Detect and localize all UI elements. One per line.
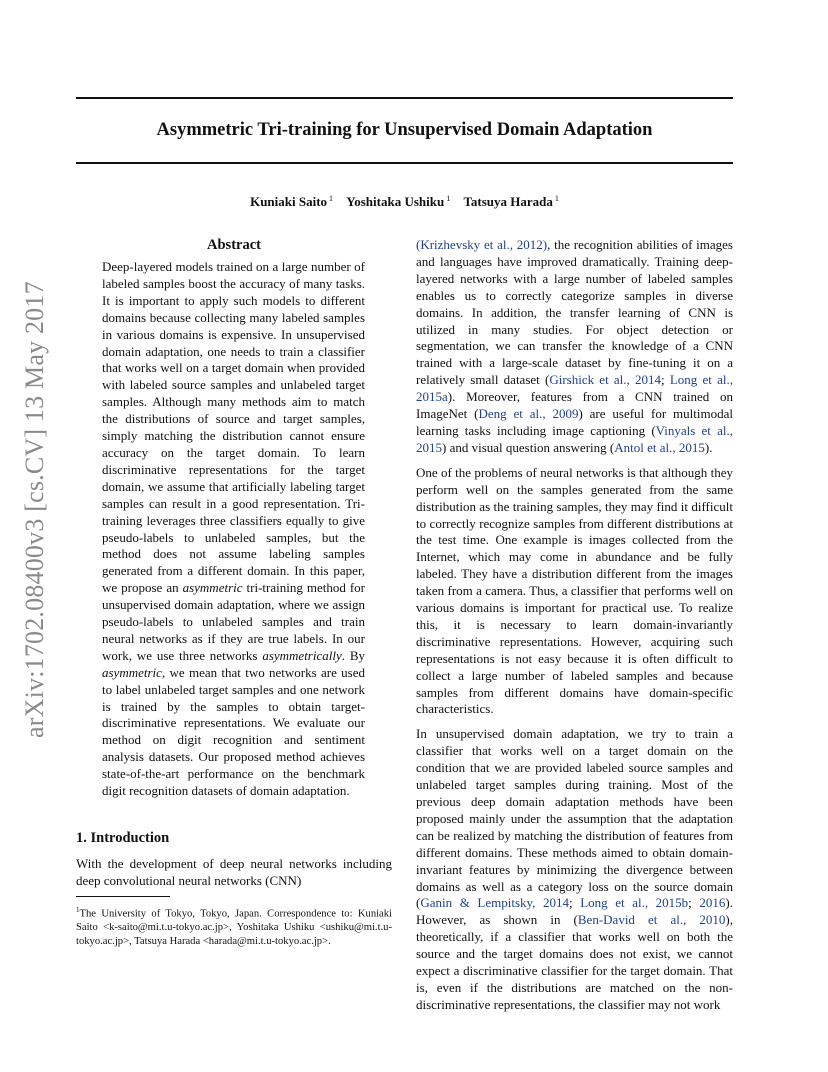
title-rule-bottom (76, 162, 733, 164)
footnote-rule (76, 896, 170, 897)
intro-paragraph: One of the problems of neural networks is that although they perform well on the samples generated from the same distribution as the training samples, they may find it difficult to correctly recognize samples from different distributions at the test time. One example is images collected from the Internet, which may come in abundance and be fully labeled. They have a distribution different from the images taken from a camera. Thus, a classifier that performs well on various domains is important for practical use. To realize this, it is necessary to learn domain-invariantly discriminative representations. However, acquiring such representations is not easy because it is often difficult to collect a large number of labeled samples and because samples from different domains have domain-specific characteristics. (416, 464, 733, 717)
emphasis: asymmetric (182, 580, 243, 596)
intro-paragraph: With the development of deep neural networks including deep convolutional neural networks (CNN) (76, 856, 392, 888)
citation-link[interactable]: Antol et al., 2015 (614, 439, 705, 455)
citation-link[interactable]: Long et al., 2015a (416, 372, 733, 405)
citation-link[interactable]: 2016 (699, 895, 726, 911)
intro-paragraph: In unsupervised domain adaptation, we try to train a classifier that works well on a target domain on the condition that we are provided labeled source samples and unlabeled target samples during training. Most of the previous deep domain adaptation methods have been proposed mainly under the assumption that the adaptation can be realized by matching the distribution of features from different domains. These methods aimed to obtain domain-invariant features by minimizing the divergence between domains as well as a category loss on the source domain (Ganin & Lempitsky, 2014; Long et al., 2015b; 2016). However, as shown in (Ben-David et al., 2010), theoretically, if a classifier that works well on both the source and the target domains does not exist, we cannot expect a discriminative classifier for the target domain. That is, even if the distributions are matched on the non-discriminative representations, the classifier may not work (416, 726, 734, 1012)
author-name: Yoshitaka Ushiku $^1$ (346, 194, 451, 210)
title-rule-top (76, 97, 733, 99)
citation-link[interactable]: Long et al., 2015b (580, 895, 689, 911)
affiliation-mark: 1 (329, 194, 334, 203)
intro-paragraph: (Krizhevsky et al., 2012), the recognition abilities of images and languages have improved dramatically. Training deep-layered networks with a large number of labeled samples enables us to correctly categorize samples in diverse domains. In addition, the transfer learning of CNN is utilized in many studies. For object detection or segmentation, we can transfer the knowledge of a CNN trained with a large-scale dataset by fine-tuning it on a relatively small dataset (Girshick et al., 2014; Long et al., 2015a). Moreover, features from a CNN trained on ImageNet (Deng et al., 2009) are useful for multimodal learning tasks including image captioning (Vinyals et al., 2015) and visual question answering (Antol et al., 2015). (416, 237, 733, 455)
author-name: Tatsuya Harada $^1$ (463, 194, 559, 210)
citation-link[interactable]: Ganin & Lempitsky, 2014 (420, 895, 569, 911)
author-name: Kuniaki Saito $^1$ (250, 194, 334, 210)
author-list (76, 190, 733, 211)
emphasis: asymmetric (102, 664, 162, 680)
emphasis: asymmetrically (262, 647, 342, 663)
arxiv-stamp: arXiv:1702.08400v3 [cs.CV] 13 May 2017 (20, 281, 49, 738)
citation-link[interactable]: Ben-David et al., 2010 (577, 912, 726, 928)
footnote-mark: 1 (76, 905, 80, 914)
citation-link[interactable]: Vinyals et al., 2015 (416, 422, 733, 455)
affiliation-mark: 1 (554, 194, 559, 203)
abstract-body: Deep-layered models trained on a large number of labeled samples boost the accuracy of many tasks. It is important to apply such models to different domains because collecting many labeled samples in various domains is expensive. In unsupervised domain adaptation, one needs to train a classifier that works well on a target domain when provided with labeled source samples and unlabeled target samples. Although many methods aim to match the distributions of source and target samples, simply matching the distribution cannot ensure accuracy on the target domain. To learn discriminative representations for the target domain, we assume that artificially labeling target samples can result in a good representation. Tri-training leverages three classifiers equally to give pseudo-labels to unlabeled samples, but the method does not assume labeling samples generated from a different domain. In this paper, we propose an asymmetric tri-training method for unsupervised domain adaptation, where we assign pseudo-labels to unlabeled samples and train neural networks as if they are true labels. In our work, we use three networks asymmetrically. By asymmetric, we mean that two networks are used to label unlabeled target samples and one network is trained by the samples to obtain target-discriminative representations. We evaluate our method on digit recognition and sentiment analysis datasets. Our proposed method achieves state-of-the-art performance on the benchmark digit recognition datasets of domain adaptation. (102, 259, 365, 799)
citation-link[interactable]: Deng et al., 2009 (478, 406, 579, 422)
footnote: $^1$The University of Tokyo, Tokyo, Japan. Correspondence to: Kuniaki Saito <k-saito@mi.t.u-tokyo.ac.jp>, Yoshitaka Ushiku <ushiku@mi.t.u-tokyo.ac.jp>, Tatsuya Harada <harada@mi.t.u-tokyo.ac.jp>. (76, 905, 392, 948)
citation-link[interactable]: Girshick et al., 2014 (549, 372, 662, 388)
right-column (416, 237, 733, 1014)
left-column (76, 235, 392, 949)
paper-title: Asymmetric Tri-training for Unsupervised Domain Adaptation (156, 120, 653, 140)
section-heading-introduction: 1. Introduction (76, 830, 170, 846)
abstract-heading: Abstract (207, 237, 261, 253)
affiliation-mark: 1 (446, 194, 451, 203)
citation-link[interactable]: (Krizhevsky et al., 2012) (416, 237, 548, 252)
